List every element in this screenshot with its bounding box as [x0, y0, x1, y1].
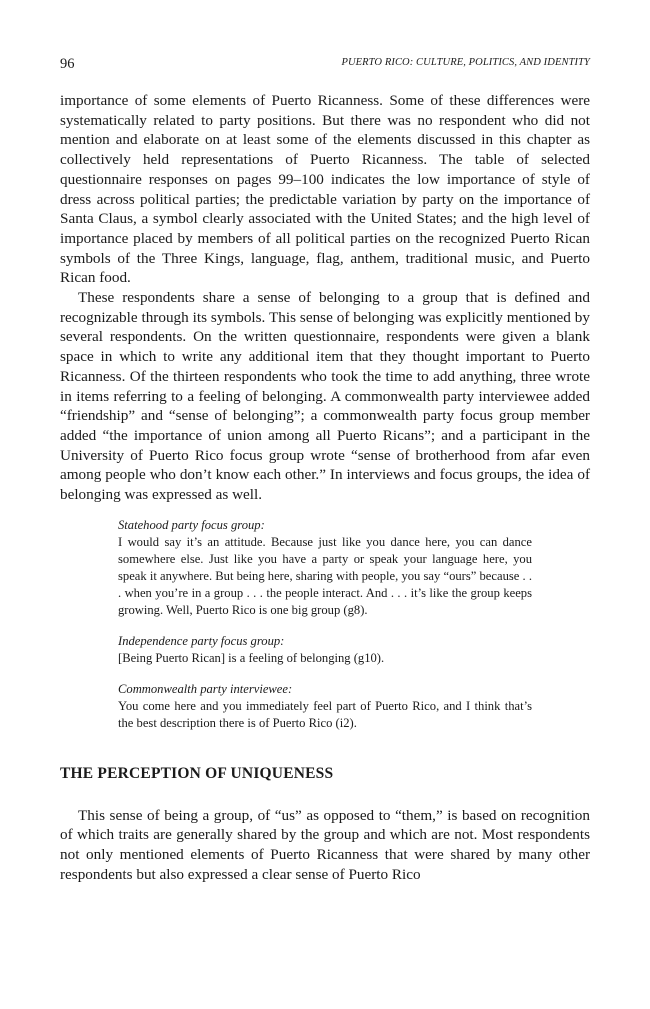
page-body [60, 91, 590, 885]
section-heading: THE PERCEPTION OF UNIQUENESS [60, 764, 334, 782]
quote-source-label: Commonwealth party interviewee: [118, 681, 293, 696]
quote-text: I would say it’s an attitude. Because just like you dance here, you can dance somewhere else. Just like you have a party or speak your language here, you speak it anywhere. But being here, sharing with people, you say “ours” because . . . when you’re in a group . . . the people interact. And . . . it’s like the group keeps growing. Well, Puerto Rico is one big group (g8). [118, 534, 532, 617]
page-header [60, 56, 590, 76]
block-quotes [118, 517, 532, 732]
block-quote [118, 681, 532, 732]
quote-source-label: Independence party focus group: [118, 633, 285, 648]
quote-text: [Being Puerto Rican] is a feeling of belonging (g10). [118, 650, 385, 665]
running-head: PUERTO RICO: CULTURE, POLITICS, AND IDENTITY [341, 57, 590, 68]
paragraph-belonging: These respondents share a sense of belonging to a group that is defined and recognizable through its symbols. This sense of belonging was explicitly mentioned by several respondents. On the written questionnaire, respondents were given a blank space in which to write any additional item that they thought important to Puerto Ricanness. Of the thirteen respondents who took the time to add anything, three wrote in items referring to a feeling of belonging. A commonwealth party interviewee added “friendship” and “sense of belonging”; a commonwealth party focus group member added “the importance of union among all Puerto Ricans”; and a participant in the University of Puerto Rico focus group wrote “sense of brotherhood from afar even among people who don’t know each other.” In interviews and focus groups, the idea of belonging was expressed as well. [60, 289, 590, 504]
quote-source-label: Statehood party focus group: [118, 517, 265, 532]
paragraph-continuation: importance of some elements of Puerto Ricanness. Some of these differences were systematically related to party positions. But there was no respondent who did not mention and elaborate on at least some of the elements discussed in this chapter as collectively held representations of Puerto Ricanness. The table of selected questionnaire responses on pages 99–100 indicates the low importance of style of dress across political parties; the predictable variation by party on the importance of Santa Claus, a symbol clearly associated with the United States; and the high level of importance placed by members of all political parties on the recognized Puerto Rican symbols of the Three Kings, language, flag, anthem, traditional music, and Puerto Rican food. [60, 92, 590, 287]
block-quote [118, 517, 532, 619]
page-number: 96 [60, 56, 75, 72]
paragraph-uniqueness: This sense of being a group, of “us” as opposed to “them,” is based on recognition of which traits are generally shared by the group and which are not. Most respondents not only mentioned elements of Puerto Ricanness that were shared by many other respondents but also expressed a clear sense of Puerto Rico [60, 806, 590, 883]
quote-text: You come here and you immediately feel part of Puerto Rico, and I think that’s the best description there is of Puerto Rico (i2). [118, 698, 532, 730]
block-quote [118, 633, 532, 667]
